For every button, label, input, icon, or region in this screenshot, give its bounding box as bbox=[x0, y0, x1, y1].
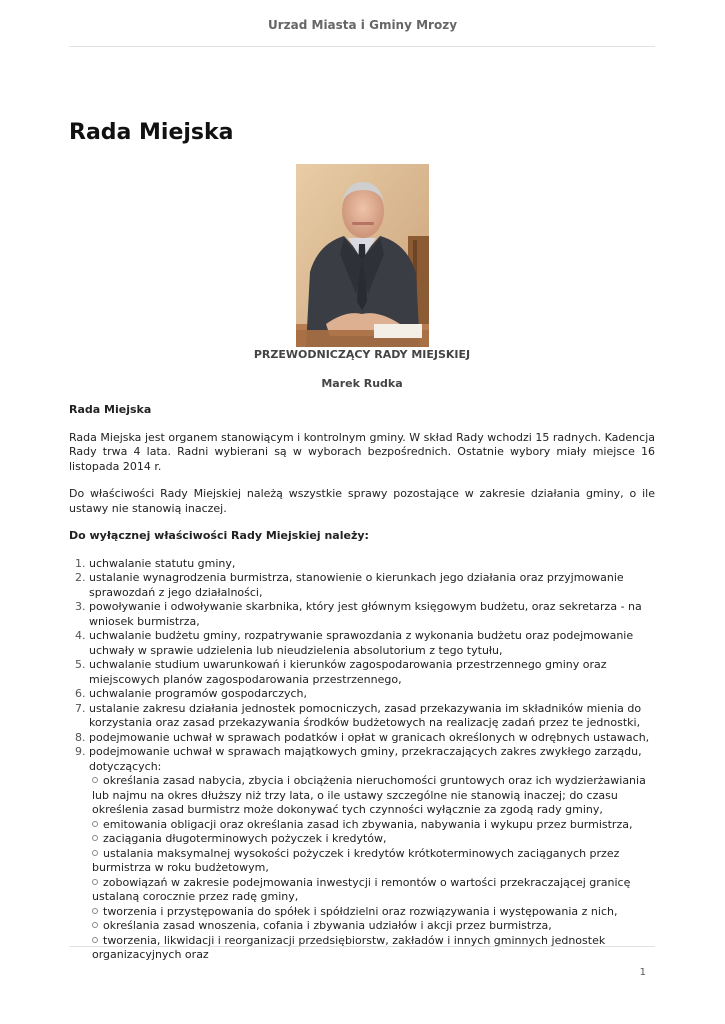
sublist-item-text: określania zasad wnoszenia, cofania i zbywania udziałów i akcji przez burmistrza, bbox=[103, 919, 552, 932]
sublist-item bbox=[92, 847, 655, 876]
list-item: 5. uchwalanie studium uwarunkowań i kierunków zagospodarowania przestrzennego gminy oraz miejscowych planów zagospodarowania przestrzennego, bbox=[89, 658, 655, 687]
chairman-role: PRZEWODNICZĄCY RADY MIEJSKIEJ bbox=[253, 348, 471, 361]
circle-bullet-icon bbox=[92, 850, 98, 856]
sublist-item bbox=[92, 905, 655, 920]
sublist-item-text: zaciągania długoterminowych pożyczek i kredytów, bbox=[103, 832, 387, 845]
circle-bullet-icon bbox=[92, 922, 98, 928]
circle-bullet-icon bbox=[92, 777, 98, 783]
sublist-item bbox=[92, 934, 655, 963]
sublist-item-text: emitowania obligacji oraz określania zasad ich zbywania, nabywania i wykupu przez burmistrza, bbox=[103, 817, 633, 831]
page-title: Rada Miejska bbox=[69, 120, 234, 145]
list-item: 3. powoływanie i odwoływanie skarbnika, który jest głównym księgowym budżetu, oraz sekretarza - na wniosek burmistrza, bbox=[89, 600, 655, 629]
paragraph-competence: Do właściwości Rady Miejskiej należą wszystkie sprawy pozostające w zakresie działania gminy, o ile ustawy nie stanowią inaczej. bbox=[69, 487, 655, 515]
list-item: 4. uchwalanie budżetu gminy, rozpatrywanie sprawozdania z wykonania budżetu oraz podejmowanie uchwały w sprawie udzielenia lub nieudzielenia absolutorium z tego tytułu, bbox=[89, 629, 655, 658]
chairman-name: Marek Rudka bbox=[321, 377, 403, 390]
list-item-text: podejmowanie uchwał w sprawach majątkowych gminy, przekraczających zakres zwykłego zarządu, dotyczących: bbox=[89, 745, 642, 773]
page-content bbox=[69, 403, 655, 963]
section-heading: Rada Miejska bbox=[69, 403, 152, 416]
list-item: 1. uchwalanie statutu gminy, bbox=[89, 557, 655, 572]
document-header: Urzad Miasta i Gminy Mrozy bbox=[267, 18, 458, 32]
circle-bullet-icon bbox=[92, 937, 98, 943]
list-item-property-matters bbox=[89, 745, 655, 963]
circle-bullet-icon bbox=[92, 879, 98, 885]
sublist-item bbox=[92, 876, 655, 905]
chairman-photo bbox=[296, 164, 429, 347]
circle-bullet-icon bbox=[92, 908, 98, 914]
sublist-item-text: zobowiązań w zakresie podejmowania inwestycji i remontów o wartości przekraczającej granicę ustalaną corocznie przez radę gminy, bbox=[92, 875, 631, 903]
header-divider bbox=[69, 46, 655, 47]
footer-divider bbox=[69, 946, 655, 947]
property-sublist bbox=[89, 774, 655, 963]
list-item: 2. ustalanie wynagrodzenia burmistrza, stanowienie o kierunkach jego działania oraz przyjmowanie sprawozdań z jego działalności, bbox=[89, 571, 655, 600]
circle-bullet-icon bbox=[92, 835, 98, 841]
sublist-item-text: tworzenia i przystępowania do spółek i spółdzielni oraz rozwiązywania i występowania z nich, bbox=[103, 904, 618, 918]
list-heading: Do wyłącznej właściwości Rady Miejskiej należy: bbox=[69, 529, 369, 542]
list-item: 7. ustalanie zakresu działania jednostek pomocniczych, zasad przekazywania im składników mienia do korzystania oraz zasad przekazywania środków budżetowych na realizację zadań przez te jednostki, bbox=[89, 702, 655, 731]
competence-list bbox=[69, 557, 655, 963]
sublist-item-text: ustalania maksymalnej wysokości pożyczek i kredytów krótkoterminowych zaciąganych przez burmistrza w roku budżetowym, bbox=[92, 846, 620, 874]
sublist-item bbox=[92, 832, 655, 847]
page-number: 1 bbox=[639, 967, 646, 978]
sublist-item-text: określania zasad nabycia, zbycia i obciążenia nieruchomości gruntowych oraz ich wydzierżawiania lub najmu na okres dłuższy niż trzy lata, o ile ustawy szczególne nie stanowią inaczej; do czasu określenia zasad burmistrz może dokonywać tych czynności wyłącznie za zgodą rady gminy, bbox=[92, 774, 646, 816]
circle-bullet-icon bbox=[92, 821, 98, 827]
sublist-item-text: tworzenia, likwidacji i reorganizacji przedsiębiorstw, zakładów i innych gminnych jednostek organizacyjnych oraz bbox=[92, 933, 606, 961]
sublist-item bbox=[92, 774, 655, 818]
sublist-item bbox=[92, 919, 655, 934]
list-item: 8. podejmowanie uchwał w sprawach podatków i opłat w granicach określonych w odrębnych ustawach, bbox=[89, 731, 655, 746]
paragraph-composition: Rada Miejska jest organem stanowiącym i kontrolnym gminy. W skład Rady wchodzi 15 radnych. Kadencja Rady trwa 4 lata. Radni wybierani są w wyborach bezpośrednich. Ostatnie wybory miały miejsce 16 listopada 2014 r. bbox=[69, 430, 655, 473]
list-item: 6. uchwalanie programów gospodarczych, bbox=[89, 687, 655, 702]
sublist-item bbox=[92, 818, 655, 833]
